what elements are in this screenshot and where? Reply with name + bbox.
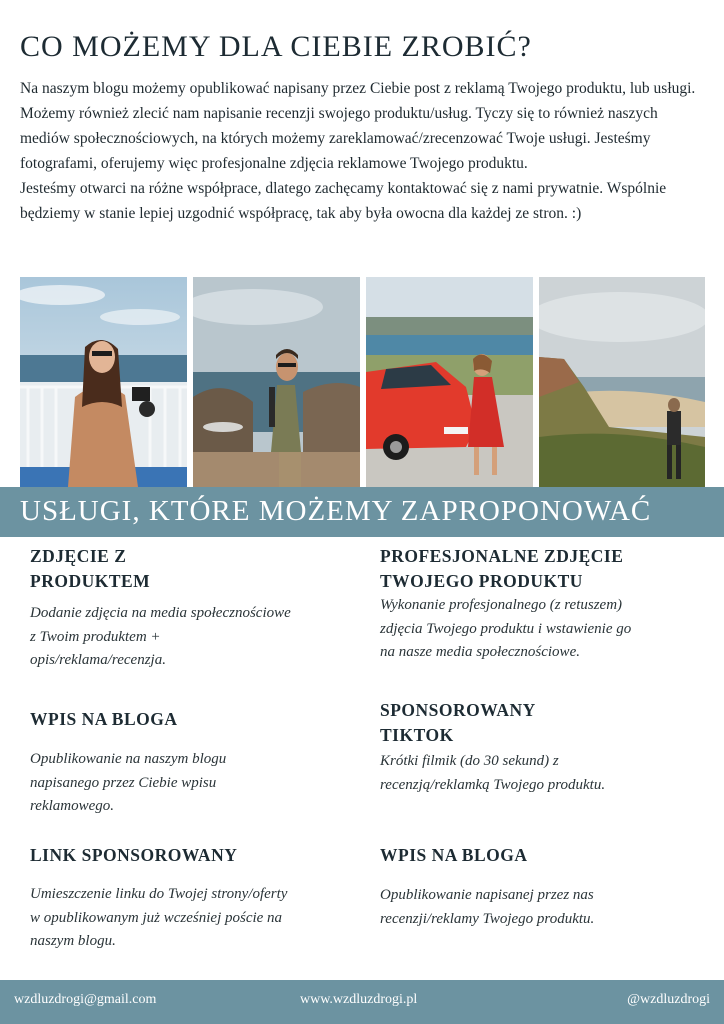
service-title: WPIS NA BLOGA [380, 845, 528, 865]
service-title: ZDJĘCIE Z PRODUKTEM [30, 546, 151, 591]
service-desc: Dodanie zdjęcia na media społecznościowe z Twoim produktem + opis/reklama/recenzja. [30, 605, 291, 668]
photo-red-car [366, 277, 533, 487]
service-blog-post [30, 707, 320, 819]
photo-man-coast [193, 277, 360, 487]
service-product-photo [30, 544, 320, 673]
intro-paragraph-2: Jesteśmy otwarci na różne współprace, dlatego zachęcamy kontaktować się z nami prywatnie. Wspólnie będziemy w stanie lepiej uzgodnić współpracę, tak aby była owocna dla każdej ze stron. :) [20, 180, 667, 222]
footer-website-link[interactable]: www.wzdluzdrogi.pl [300, 992, 418, 1007]
footer-social-handle[interactable]: @wzdluzdrogi [627, 992, 710, 1007]
service-sponsored-tiktok [380, 698, 680, 797]
service-title: WPIS NA BLOGA [30, 709, 178, 729]
service-title: PROFESJONALNE ZDJĘCIE TWOJEGO PRODUKTU [380, 546, 624, 591]
photo-woman-camera [20, 277, 187, 487]
service-blog-review [380, 843, 680, 931]
service-professional-photo [380, 544, 680, 665]
page-title: CO MOŻEMY DLA CIEBIE ZROBIĆ? [20, 30, 532, 63]
service-desc: Wykonanie profesjonalnego (z retuszem) zdjęcia Twojego produktu i wstawienie go na nasze media społecznościowe. [380, 597, 632, 660]
footer-email-link[interactable]: wzdluzdrogi@gmail.com [14, 992, 157, 1007]
photo-man-cliff [539, 277, 705, 487]
service-desc: Umieszczenie linku do Twojej strony/oferty w opublikowanym już wcześniej poście na naszym blogu. [30, 886, 288, 949]
footer [0, 980, 724, 1024]
service-sponsored-link [30, 843, 330, 954]
service-desc: Krótki filmik (do 30 sekund) z recenzją/reklamką Twojego produktu. [380, 753, 606, 793]
intro-text [20, 76, 704, 226]
services-heading: USŁUGI, KTÓRE MOŻEMY ZAPROPONOWAĆ [20, 495, 652, 527]
service-title: LINK SPONSOROWANY [30, 845, 238, 865]
intro-paragraph-1: Na naszym blogu możemy opublikować napisany przez Ciebie post z reklamą Twojego produktu, lub usługi. Możemy również zlecić nam napisanie recenzji swojego produktu/usług. Tyczy się to również naszych mediów społecznościowych, na których możemy zareklamować/zrecenzować Twoje usługi. Jesteśmy fotografami, oferujemy więc profesjonalne zdjęcia reklamowe Twojego produktu. [20, 80, 696, 172]
service-desc: Opublikowanie napisanej przez nas recenzji/reklamy Twojego produktu. [380, 887, 595, 927]
photo-strip [20, 277, 705, 487]
service-desc: Opublikowanie na naszym blogu napisanego przez Ciebie wpisu reklamowego. [30, 751, 227, 814]
service-title: SPONSOROWANY TIKTOK [380, 700, 536, 745]
services-banner [0, 487, 724, 537]
